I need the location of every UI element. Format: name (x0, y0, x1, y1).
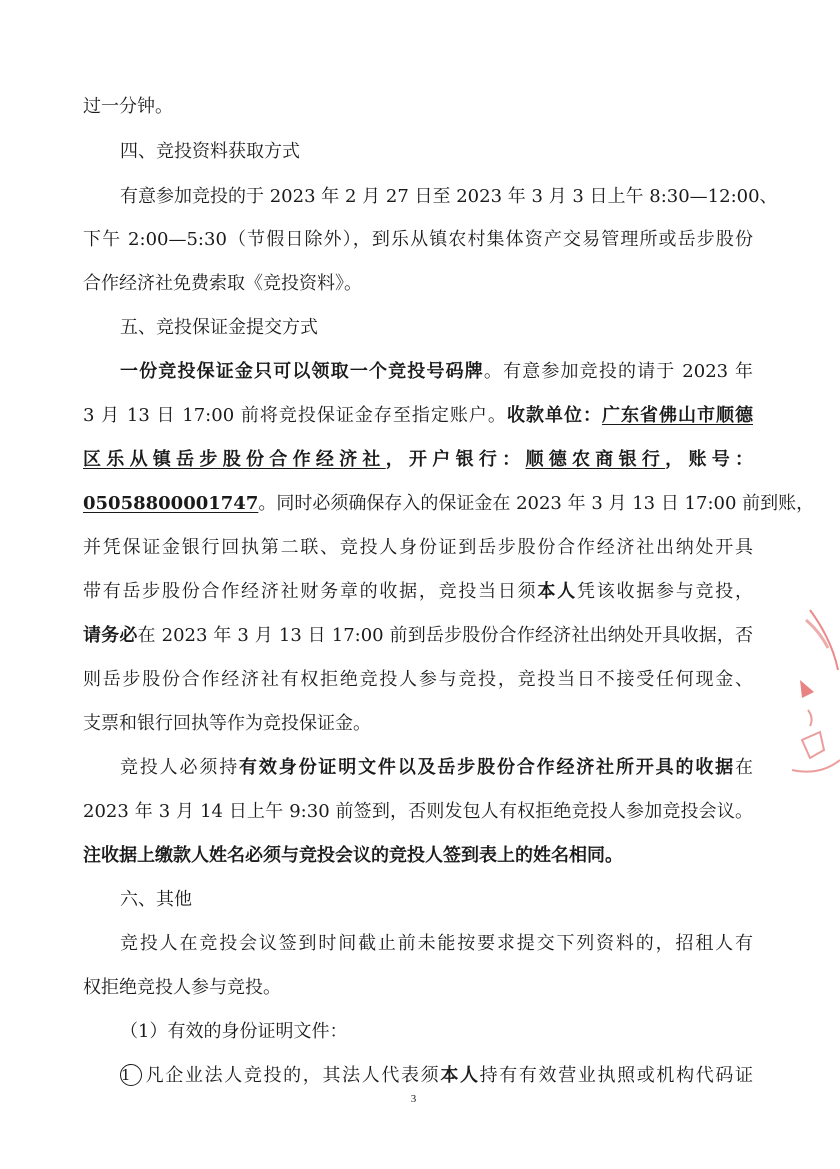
text-line (120, 316, 753, 342)
text-line (120, 1064, 753, 1090)
text-line (83, 95, 753, 121)
text-run: 则岳步股份合作经济社有权拒绝竞投人参与竞投，竞投当日不接受任何现金、 (83, 669, 753, 690)
text-run: 广东省佛山市顺德 (601, 405, 754, 426)
text-run: 权拒绝竞投人参与竞投。 (83, 977, 281, 998)
text-run: 。同时必须确保存入的保证金在 2023 年 3 月 13 日 17:00 前到账， (258, 493, 815, 514)
text-run: 合作经济社免费索取《竞投资料》。 (83, 273, 362, 294)
text-run: 五、竞投保证金提交方式 (120, 317, 318, 338)
text-run: 六、其他 (120, 889, 192, 910)
text-run: 本人 (440, 1065, 480, 1086)
text-run: 并凭保证金银行回执第二联、竞投人身份证到岳步股份合作经济社出纳处开具 (83, 537, 753, 558)
text-run: 在 (735, 757, 754, 778)
text-run: 有意参加竞投的于 2023 年 2 月 27 日至 2023 年 3 月 3 日上午 8:30—12:00、 (120, 186, 778, 207)
text-line (83, 580, 753, 606)
text-run: 有效身份证明文件以及岳步股份合作经济社所开具的收据 (239, 757, 736, 778)
page-number: 3 (410, 1093, 417, 1105)
text-run: 过一分钟。 (83, 96, 173, 117)
text-run: 。有意参加竞投的请于 2023 年 (483, 361, 753, 382)
text-run: ，开户银行： (385, 449, 526, 470)
text-line (83, 272, 753, 298)
text-line (120, 185, 778, 211)
text-run: 一份竞投保证金只可以领取一个竞投号码牌 (120, 361, 484, 382)
text-line (83, 536, 753, 562)
text-run: 请务必 (83, 625, 138, 646)
text-run: 凡企业法人竞投的，其法人代表须 (144, 1065, 441, 1086)
text-line (120, 1020, 753, 1046)
text-line (120, 932, 753, 958)
text-run: 2023 年 3 月 14 日上午 9:30 前签到，否则发包人有权拒绝竞投人参加竞投会议。 (83, 801, 753, 822)
text-run: 支票和银行回执等作为竞投保证金。 (83, 713, 371, 734)
text-line (83, 844, 753, 870)
text-line (83, 228, 753, 254)
text-run: 下午 2:00—5:30（节假日除外），到乐从镇农村集体资产交易管理所或岳步股份 (83, 229, 753, 250)
text-run: ，账号： (665, 449, 754, 470)
red-seal-stamp-fragment-icon (780, 600, 840, 780)
text-run: （1）有效的身份证明文件： (120, 1021, 348, 1042)
text-run: 凭该收据参与竞投， (576, 581, 753, 602)
text-line (83, 492, 815, 518)
text-line (83, 624, 753, 650)
text-line (83, 448, 753, 474)
text-run: 顺德农商银行 (525, 449, 666, 470)
text-run: 带有岳步股份合作经济社财务章的收据，竞投当日须 (83, 581, 538, 602)
text-run: 竞投人在竞投会议签到时间截止前未能按要求提交下列资料的，招租人有 (120, 933, 753, 954)
text-line (120, 140, 753, 166)
text-line (120, 888, 753, 914)
text-run: 注收据上缴款人姓名必须与竞投会议的竞投人签到表上的姓名相同。 (83, 845, 623, 866)
text-run: 区乐从镇岳步股份合作经济社 (83, 449, 386, 470)
text-line (83, 800, 753, 826)
text-run: 3 月 13 日 17:00 前将竞投保证金存至指定账户。 (83, 405, 507, 426)
text-run: 持有有效营业执照或机构代码证 (479, 1065, 754, 1086)
text-line (120, 360, 753, 386)
text-line (83, 668, 753, 694)
text-line (120, 756, 753, 782)
text-line (83, 976, 753, 1002)
text-line (83, 404, 753, 430)
text-line (83, 712, 753, 738)
text-run: 四、竞投资料获取方式 (120, 141, 300, 162)
text-run: 05058800001747 (83, 493, 259, 514)
text-run: 竞投人必须持 (120, 757, 240, 778)
text-run: 本人 (537, 581, 577, 602)
text-run: 在 2023 年 3 月 13 日 17:00 前到岳步股份合作经济社出纳处开具收据，否 (137, 625, 753, 646)
text-run: 收款单位： (506, 405, 602, 426)
circled-number: 1 (120, 1064, 142, 1086)
